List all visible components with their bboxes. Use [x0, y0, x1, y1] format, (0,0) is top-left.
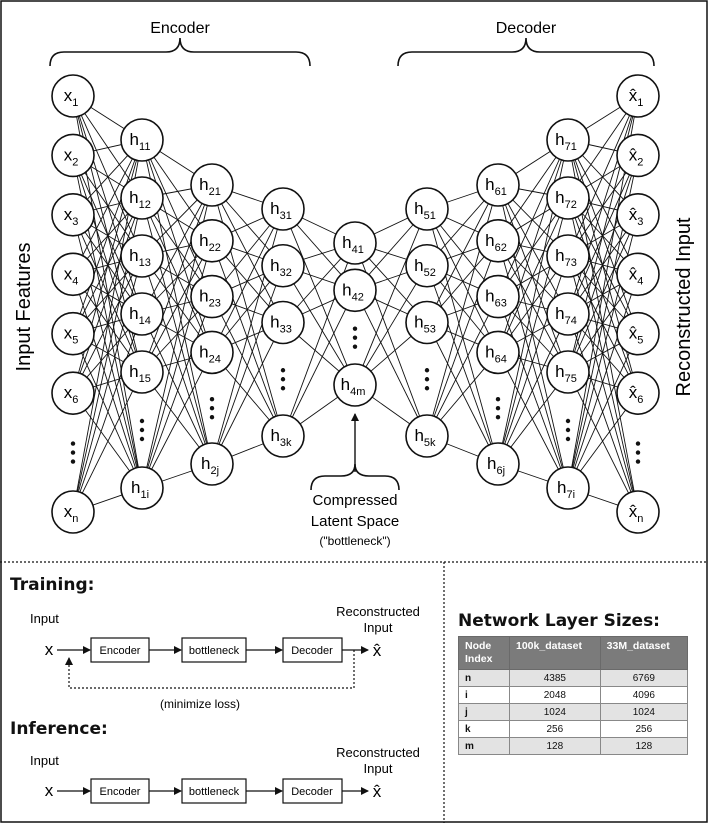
- ellipsis-dots: [140, 419, 144, 441]
- row-index: m: [459, 738, 510, 755]
- network-node: [547, 177, 589, 219]
- network-node: [617, 134, 659, 176]
- ellipsis-dot: [353, 335, 357, 339]
- node-circle: [191, 164, 233, 206]
- node-label: $h_{4m}$: [340, 375, 366, 398]
- ellipsis-dot: [425, 377, 429, 381]
- row-100k-value: 128: [510, 738, 601, 755]
- network-node: [547, 119, 589, 161]
- network-node: [191, 443, 233, 485]
- network-node: [477, 276, 519, 318]
- node-circle: [617, 491, 659, 533]
- network-node: [406, 415, 448, 457]
- ellipsis-dots: [496, 397, 500, 419]
- network-node: [262, 245, 304, 287]
- table-row: [459, 670, 688, 687]
- row-index: j: [459, 704, 510, 721]
- node-label: $x_1$: [63, 86, 79, 109]
- node-label: $h_{72}$: [555, 188, 577, 211]
- node-label: $h_{64}$: [485, 342, 507, 366]
- layer-sizes-table: [458, 636, 688, 755]
- node-circle: [121, 467, 163, 509]
- node-label: $h_{11}$: [129, 130, 151, 153]
- network-node: [547, 293, 589, 335]
- node-circle: [262, 188, 304, 230]
- row-100k-value: 1024: [510, 704, 601, 721]
- row-100k-value: 2048: [510, 687, 601, 704]
- node-circle: [547, 351, 589, 393]
- node-label: $h_{13}$: [129, 246, 151, 269]
- node-circle: [121, 351, 163, 393]
- inference-bottleneck-label: bottleneck: [188, 786, 240, 798]
- row-index: n: [459, 670, 510, 687]
- network-node: [121, 293, 163, 335]
- node-label: $x_2$: [63, 145, 79, 169]
- node-label: $h_{53}$: [414, 312, 436, 336]
- node-label: $h_{14}$: [129, 304, 151, 327]
- inference-title: Inference:: [10, 719, 108, 739]
- network-node: [477, 220, 519, 262]
- ellipsis-dot: [566, 428, 570, 432]
- network-node: [191, 164, 233, 206]
- node-label: $x_4$: [63, 264, 79, 288]
- node-circle: [477, 220, 519, 262]
- network-node: [617, 75, 659, 117]
- ellipsis-dot: [636, 441, 640, 445]
- network-node: [406, 245, 448, 287]
- network-node: [52, 194, 94, 236]
- node-label: $h_{32}$: [270, 255, 292, 279]
- network-node: [52, 313, 94, 355]
- node-circle: [334, 222, 376, 264]
- inference-output-symbol: x̂: [372, 782, 382, 801]
- node-circle: [52, 253, 94, 295]
- ellipsis-dot: [140, 428, 144, 432]
- row-33m-value: 4096: [600, 687, 687, 704]
- node-label: $x̂_4$: [628, 264, 644, 288]
- node-circle: [547, 119, 589, 161]
- node-circle: [262, 415, 304, 457]
- node-circle: [191, 220, 233, 262]
- ellipsis-dot: [353, 326, 357, 330]
- loss-label: (minimize loss): [159, 697, 241, 711]
- network-node: [262, 302, 304, 344]
- ellipsis-dot: [496, 406, 500, 410]
- network-node: [121, 467, 163, 509]
- ellipsis-dots: [210, 397, 214, 419]
- node-circle: [477, 331, 519, 373]
- ellipsis-dot: [71, 441, 75, 445]
- training-decoder-label: Decoder: [291, 645, 333, 657]
- network-node: [477, 443, 519, 485]
- node-circle: [52, 313, 94, 355]
- training-input-label: Input: [30, 611, 59, 626]
- row-33m-value: 6769: [600, 670, 687, 687]
- node-circle: [477, 276, 519, 318]
- node-circle: [477, 443, 519, 485]
- node-circle: [52, 372, 94, 414]
- node-circle: [477, 164, 519, 206]
- network-node: [334, 222, 376, 264]
- header-node-index: Node Index: [459, 637, 510, 670]
- ellipsis-dot: [636, 459, 640, 463]
- network-node: [406, 188, 448, 230]
- node-circle: [52, 194, 94, 236]
- training-bottleneck-label: bottleneck: [188, 645, 240, 657]
- network-node: [52, 134, 94, 176]
- node-label: $h_{24}$: [199, 342, 221, 366]
- network-node: [121, 235, 163, 277]
- node-label: $h_{12}$: [129, 188, 151, 211]
- network-node: [547, 467, 589, 509]
- inference-decoder-label: Decoder: [291, 786, 333, 798]
- training-output-label-1: Reconstructed: [336, 604, 420, 619]
- network-node: [262, 188, 304, 230]
- table-row: [459, 704, 688, 721]
- node-circle: [617, 134, 659, 176]
- node-label: $h_{7i}$: [556, 478, 576, 501]
- ellipsis-dots: [353, 326, 357, 348]
- node-circle: [191, 443, 233, 485]
- node-label: $x̂_3$: [628, 204, 644, 228]
- ellipsis-dot: [425, 368, 429, 372]
- layer-sizes-title: Network Layer Sizes:: [458, 611, 660, 631]
- ellipsis-dot: [566, 437, 570, 441]
- node-label: $x_6$: [63, 383, 79, 407]
- ellipsis-dot: [140, 437, 144, 441]
- network-node: [191, 331, 233, 373]
- network-node: [617, 194, 659, 236]
- node-circle: [334, 269, 376, 311]
- node-circle: [52, 134, 94, 176]
- node-label: $h_{74}$: [555, 304, 577, 327]
- decoder-label: Decoder: [495, 20, 557, 37]
- network-node: [617, 253, 659, 295]
- ellipsis-dot: [281, 386, 285, 390]
- node-label: $h_{41}$: [342, 233, 364, 256]
- network-node: [334, 269, 376, 311]
- training-output-label-2: Input: [363, 620, 393, 635]
- node-circle: [547, 467, 589, 509]
- node-circle: [617, 372, 659, 414]
- input-features-label: Input Features: [13, 242, 35, 372]
- node-circle: [406, 415, 448, 457]
- ellipsis-dot: [353, 344, 357, 348]
- node-label: $x̂_n$: [628, 502, 644, 525]
- node-label: $h_{31}$: [270, 199, 292, 222]
- ellipsis-dot: [210, 397, 214, 401]
- training-title: Training:: [10, 575, 95, 595]
- node-circle: [262, 245, 304, 287]
- node-circle: [617, 313, 659, 355]
- network-node: [477, 164, 519, 206]
- node-circle: [121, 119, 163, 161]
- node-circle: [52, 491, 94, 533]
- node-label: $h_{51}$: [414, 199, 436, 222]
- ellipsis-dot: [71, 450, 75, 454]
- node-circle: [617, 253, 659, 295]
- node-label: $h_{15}$: [129, 362, 151, 385]
- node-circle: [191, 331, 233, 373]
- ellipsis-dots: [281, 368, 285, 390]
- network-node: [406, 302, 448, 344]
- compressed-label: Compressed: [312, 492, 398, 509]
- header-33m: 33M_dataset: [600, 637, 687, 670]
- ellipsis-dot: [140, 419, 144, 423]
- ellipsis-dot: [425, 386, 429, 390]
- ellipsis-dot: [566, 419, 570, 423]
- node-label: $h_{62}$: [485, 230, 507, 254]
- node-label: $h_{75}$: [555, 362, 577, 385]
- node-circle: [406, 302, 448, 344]
- node-label: $x̂_1$: [628, 86, 644, 109]
- node-label: $h_{22}$: [199, 230, 221, 254]
- node-label: $h_{1i}$: [130, 478, 150, 501]
- network-node: [617, 313, 659, 355]
- table-row: [459, 687, 688, 704]
- network-node: [191, 220, 233, 262]
- node-label: $x̂_2$: [628, 145, 644, 169]
- node-label: $h_{6j}$: [486, 454, 506, 477]
- network-node: [121, 119, 163, 161]
- node-label: $h_{5k}$: [414, 426, 436, 449]
- network-node: [52, 75, 94, 117]
- row-33m-value: 1024: [600, 704, 687, 721]
- network-node: [121, 177, 163, 219]
- ellipsis-dots: [425, 368, 429, 390]
- node-label: $h_{63}$: [485, 286, 507, 310]
- node-circle: [52, 75, 94, 117]
- ellipsis-dot: [281, 368, 285, 372]
- node-circle: [121, 235, 163, 277]
- node-label: $x_3$: [63, 204, 79, 228]
- training-input-symbol: x: [44, 640, 54, 659]
- node-circle: [121, 293, 163, 335]
- table-header-row: [459, 637, 688, 670]
- row-index: k: [459, 721, 510, 738]
- node-label: $x_n$: [63, 502, 79, 525]
- network-node: [52, 372, 94, 414]
- ellipsis-dots: [566, 419, 570, 441]
- node-label: $h_{71}$: [555, 130, 577, 153]
- network-node: [121, 351, 163, 393]
- node-circle: [121, 177, 163, 219]
- node-label: $h_{23}$: [199, 286, 221, 310]
- node-label: $x̂_5$: [628, 323, 644, 347]
- network-node: [52, 253, 94, 295]
- node-circle: [617, 75, 659, 117]
- network-node: [191, 276, 233, 318]
- node-label: $h_{73}$: [555, 246, 577, 269]
- ellipsis-dot: [281, 377, 285, 381]
- inference-input-symbol: x: [44, 781, 54, 800]
- node-circle: [262, 302, 304, 344]
- ellipsis-dot: [636, 450, 640, 454]
- network-node: [262, 415, 304, 457]
- node-label: $h_{3k}$: [270, 426, 292, 449]
- node-label: $x̂_6$: [628, 383, 644, 407]
- bottleneck-note: ("bottleneck"): [319, 534, 391, 548]
- node-circle: [547, 293, 589, 335]
- inference-input-label: Input: [30, 753, 59, 768]
- table-row: [459, 738, 688, 755]
- node-circle: [191, 276, 233, 318]
- network-node: [617, 372, 659, 414]
- ellipsis-dot: [496, 415, 500, 419]
- node-label: $h_{21}$: [199, 175, 221, 198]
- inference-encoder-label: Encoder: [99, 786, 141, 798]
- network-node: [477, 331, 519, 373]
- node-label: $x_5$: [63, 323, 79, 347]
- network-node: [547, 235, 589, 277]
- node-label: $h_{61}$: [485, 175, 507, 198]
- network-node: [617, 491, 659, 533]
- ellipsis-dot: [496, 397, 500, 401]
- ellipsis-dot: [210, 406, 214, 410]
- training-output-symbol: x̂: [372, 641, 382, 660]
- row-100k-value: 4385: [510, 670, 601, 687]
- training-encoder-label: Encoder: [99, 645, 141, 657]
- node-circle: [406, 188, 448, 230]
- node-circle: [406, 245, 448, 287]
- node-circle: [617, 194, 659, 236]
- network-node: [547, 351, 589, 393]
- network-node: [52, 491, 94, 533]
- reconstructed-input-label: Reconstructed Input: [673, 217, 695, 397]
- node-circle: [547, 177, 589, 219]
- row-100k-value: 256: [510, 721, 601, 738]
- row-33m-value: 128: [600, 738, 687, 755]
- node-label: $h_{2j}$: [200, 454, 220, 477]
- row-33m-value: 256: [600, 721, 687, 738]
- node-label: $h_{42}$: [342, 280, 364, 304]
- ellipsis-dot: [71, 459, 75, 463]
- table-row: [459, 721, 688, 738]
- ellipsis-dots: [71, 441, 75, 463]
- inference-output-label-1: Reconstructed: [336, 745, 420, 760]
- node-label: $h_{52}$: [414, 255, 436, 279]
- network-node: [334, 364, 376, 406]
- decoder-brace: [398, 38, 654, 66]
- latent-space-label: Latent Space: [310, 513, 400, 530]
- ellipsis-dot: [210, 415, 214, 419]
- row-index: i: [459, 687, 510, 704]
- encoder-brace: [50, 38, 310, 66]
- node-label: $h_{33}$: [270, 312, 292, 336]
- inference-output-label-2: Input: [363, 761, 393, 776]
- ellipsis-dots: [636, 441, 640, 463]
- header-100k: 100k_dataset: [510, 637, 601, 670]
- node-circle: [547, 235, 589, 277]
- encoder-label: Encoder: [150, 20, 210, 37]
